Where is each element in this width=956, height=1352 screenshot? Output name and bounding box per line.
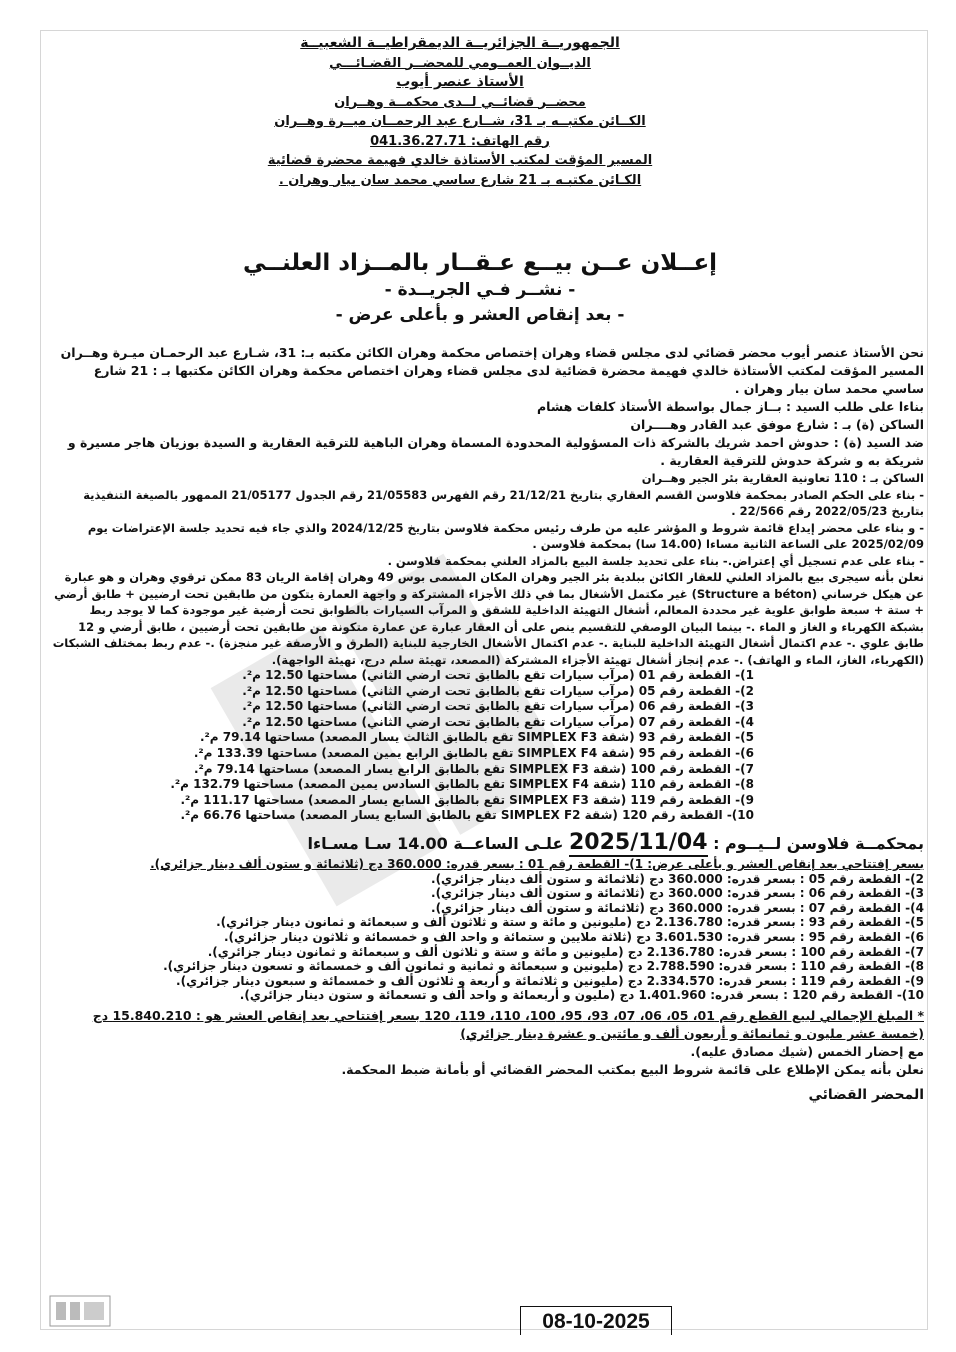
letterhead-line: الديــوان العمــومي للمحضــر القضـائـــي — [329, 55, 591, 71]
closing-line: نعلن بأنه يمكن الإطلاع على قائمة شروط البيع بمكتب المحضر القضائي أو بأمانة ضبط المحكمة. — [341, 1061, 924, 1077]
court-session — [52, 830, 924, 857]
defendant-line: ضد السيد (ة) : حدوش احمد شريك بالشركة ذات المسؤولية المحدودة المسماة وهران الباهية للترقية العقارية و السيدة بوزيان هاجر مسيرة و شريكة به و شركة حدوش للترقية العقارية . — [67, 435, 924, 468]
prices-intro: بسعر إفتتاحي بعد إنقاص العشر و بأعلى عرض: 1)- القطعة رقم 01 : بسعر قدره: 360.000 دج (ثلاثمائة و ستون ألف دينار جزائري). — [150, 856, 924, 871]
price-item: 6)- القطعة رقم 95 : بسعر قدره: 3.601.530 دج (ثلاثة ملايين و ستمائة و واحد الف و خمسمائة و ثلاثون دينار جزائري). — [223, 929, 924, 944]
lot-item: 8)- القطعة رقم 110 (شقة SIMPLEX F4 تقع بالطابق السادس يمين المصعد) مساحتها 132.79 م². — [170, 777, 754, 792]
judgment-line: - بناء على الحكم الصادر بمحكمة فلاوسن القسم العقاري بتاريخ 21/12/21 رقم الفهرس 21/05583 رقم الجدول 21/05177 الممهور بالصيغة التنفيذية بتاريخ 2022/05/23 رقم 22/566 . — [83, 487, 924, 518]
requester-address: الساكن (ة) بـ : شارع موفق عبد القادر وهــــران — [630, 417, 924, 432]
no-objection-line: - بناء على عدم تسجيل أي إعتراض.- بناء على تحديد جلسة البيع بالمزاد العلني بمحكمة فلاوسن . — [387, 553, 924, 568]
letterhead-line: الأستاذ عنصر أيوب — [396, 74, 524, 90]
lot-item: 10)- القطعة رقم 120 (شقة SIMPLEX F2 تقع بالطابق السابع يسار المصعد) مساحتها 66.76 م². — [180, 808, 754, 823]
price-item: 8)- القطعة رقم 110 : بسعر قدره: 2.788.590 دج (مليونين و سبعمائة و ثمانية و ثمانون ألف و خمسمائة و تسعون دينار جزائري). — [163, 959, 924, 974]
lot-item: 7)- القطعة رقم 100 (شقة SIMPLEX F3 تقع بالطابق الرابع يسار المصعد) مساحتها 79.14 م². — [193, 761, 754, 776]
signature: المحضر القضائي — [808, 1086, 924, 1103]
newspaper-logo-icon — [48, 1290, 112, 1334]
lot-item: 4)- القطعة رقم 07 (مرآب سيارات تقع بالطابق تحت ارضي الثاني) مساحتها 12.50 م². — [242, 714, 754, 729]
closing-line: مع إحضار الخمس (شيك مصادق عليه). — [690, 1043, 924, 1059]
price-item: 2)- القطعة رقم 05 : بسعر قدره: 360.000 دج (ثلاثمائة و ستون ألف دينار جزائري). — [431, 871, 924, 886]
announcement-title: إعــلان عــن بيــع عـقــار بالمــزاد العلنــي — [242, 250, 718, 276]
announcement-body — [52, 344, 924, 1103]
letterhead — [150, 34, 770, 190]
footer-date: 08-10-2025 — [520, 1306, 672, 1335]
letterhead-line: الكــائن مكتبــه بـ 31، شــارع عبد الرحمــان ميــرة وهــران — [274, 114, 646, 129]
lot-item: 6)- القطعة رقم 95 (شقة SIMPLEX F4 تقع بالطابق الرابع يمين المصعد) مساحتها 133.39 م². — [193, 745, 754, 760]
lot-item: 3)- القطعة رقم 06 (مرآب سيارات تقع بالطابق تحت ارضي الثاني) مساحتها 12.50 م². — [242, 699, 754, 714]
letterhead-line: الكـائن مكتبـه بـ 21 شارع ساسي محمد سان بيار وهران . — [278, 172, 642, 188]
price-item: 5)- القطعة رقم 93 : بسعر قدره: 2.136.780 دج (مليونين و مائة و ستة و ثلاثون ألف و سبعمائة و ثمانون دينار جزائري). — [216, 915, 924, 930]
price-item: 3)- القطعة رقم 06 : بسعر قدره: 360.000 دج (ثلاثمائة و ستون ألف دينار جزائري). — [431, 886, 924, 901]
requester-line: بناءا على طلب السيد : بــاز جمال بواسطة الأستاذ كلفات هشام — [537, 399, 924, 414]
price-item: 9)- القطعة رقم 119 : بسعر قدره: 2.334.570 دج (مليونين و ثلاثمائة و أربعة و ثلاثون ألف و خمسمائة و سبعون دينار جزائري). — [176, 973, 924, 988]
letterhead-line: الجمهوريــة الجزائريــة الديمقراطيــة الشعبيــة — [300, 35, 620, 51]
price-item: 4)- القطعة رقم 07 : بسعر قدره: 360.000 دج (ثلاثمائة و ستون ألف دينار جزائري). — [431, 900, 924, 915]
lot-item: 9)- القطعة رقم 119 (شقة SIMPLEX F3 تقع بالطابق السابع يسار المصعد) مساحتها 111.17 م². — [180, 792, 754, 807]
announcement-subtitle: - بعد إنقاص العشر و بأعلى عرض - — [335, 305, 625, 325]
price-item: 7)- القطعة رقم 100 : بسعر قدره: 2.136.780 دج (مليونين و مائة و ستة و ثلاثون ألف و سبعمائة و ثمانون دينار جزائري). — [207, 944, 924, 959]
total-text: * المبلغ الإجمالي لبيع القطع رقم 01، 05، 06، 07، 93، 95، 100، 110، 119، 120 بسعر إفتتاحي بعد إنقاص العشر هو : 15.840.210 دج (خمسة عشر مليون و ثمانمائة و أربعون ألف و مائتين و عشرة دينار جزائري) — [92, 1007, 924, 1041]
letterhead-line: محضــر قضائــي لــدى محكمــة وهــران — [334, 94, 586, 110]
total-amount — [52, 1007, 924, 1043]
lot-item: 2)- القطعة رقم 05 (مرآب سيارات تقع بالطابق تحت ارضي الثاني) مساحتها 12.50 م². — [242, 683, 754, 698]
conditions-line: - و بناء على محضر إيداع قائمة شروط و المؤشر عليه من طرف رئيس محكمة فلاوسن بتاريخ 2024/12/25 والذي جاء فيه تحديد جلسة الإعتراضات يوم 2025/02/09 على الساعة الثانية مساءا (14.00 سا) بمحكمة فلاوسن . — [87, 520, 924, 551]
court-date: 2025/11/04 — [568, 829, 708, 855]
announcement-subtitle: - نشــر فـي الجريــدة - — [384, 280, 576, 300]
letterhead-line: رقم الهاتف: 041.36.27.71 — [370, 133, 550, 149]
price-item: 10)- القطعة رقم 120 : بسعر قدره: 1.401.960 دج (مليون و أربعمائة و واحد ألف و تسعمائة و ستون دينار جزائري). — [239, 988, 924, 1003]
court-time: علـى الساعــة 14.00 سـا مسـاءا — [307, 833, 564, 853]
intro-paragraph: نحن الأستاذ عنصر أيوب محضر قضائي لدى مجلس قضاء وهران إختصاص محكمة وهران الكائن مكتبه بـ: 31، شـارع عبد الرحمـان ميـرة وهــران المسير المؤقت لمكتب الأستاذة خالدي فهيمة محضرة قضائية لدى مجلس قضاء وهران اختصاص محكمة وهران الكائن مكتبها بـ : 21 شارع ساسي محمد سان بيار وهران . — [60, 345, 924, 396]
court-prefix: بمحكمــة فلاوسن لــيــوم : — [713, 833, 924, 853]
lot-item: 1)- القطعة رقم 01 (مرآب سيارات تقع بالطابق تحت ارضي الثاني) مساحتها 12.50 م². — [242, 668, 754, 682]
letterhead-line: المسير المؤقت لمكتب الأستاذة خالدي فهيمة محضرة قضائية — [267, 153, 653, 168]
announcement-titles — [200, 248, 760, 328]
property-description: نعلن بأنه سيجرى بيع بالمزاد العلني للعقار الكائن ببلدية بئر الجير وهران المكان المسمى بوس 49 وهران إقامة الريان 83 ممكن ترقوي وهران و هو عبارة عن هيكل خرساني (Structure a béton) غير مكتمل الأشغال بما في ذلك الأجزاء المشتركة و واجهة العمارة يتكون من طابقين تحت ارضيين + طابق أرضي + ستة + سبعة طوابق علوية غير محددة المعالم، أشغال التهيئة الداخلية للشقق و المرآب السيارات بالطوابق تحت أرضية غير موجودة كما لا يوجد ربط بشبكة الكهرباء و الغاز و الماء .- بينما البيان الوصفي للتقسيم ينص على أن العقار عبارة عن عمارة متكونة من طابقين تحت أرضيين ، طابق أرضي و 12 طابق علوي .- عدم اكتمال أشغال التهيئة الداخلية للبناية .- عدم اكتمال الأشغال الخارجية للبناية (الطرق و الأرصفة غير منجزة) .- عدم ربط بمختلف الشبكات (الكهرباء، الغاز، الماء و الهاتف) .- عدم إنجاز أشغال تهيئة الأجزاء المشتركة (المصعد، تهيئة سلم درج، تهيئة الواجهة). — [52, 570, 924, 667]
defendant-address: الساكن بـ : 110 تعاونية العقارية بئر الجير وهــران — [641, 471, 924, 485]
lot-item: 5)- القطعة رقم 93 (شقة SIMPLEX F3 تقع بالطابق الثالث يسار المصعد) مساحتها 79.14 م². — [199, 730, 754, 745]
